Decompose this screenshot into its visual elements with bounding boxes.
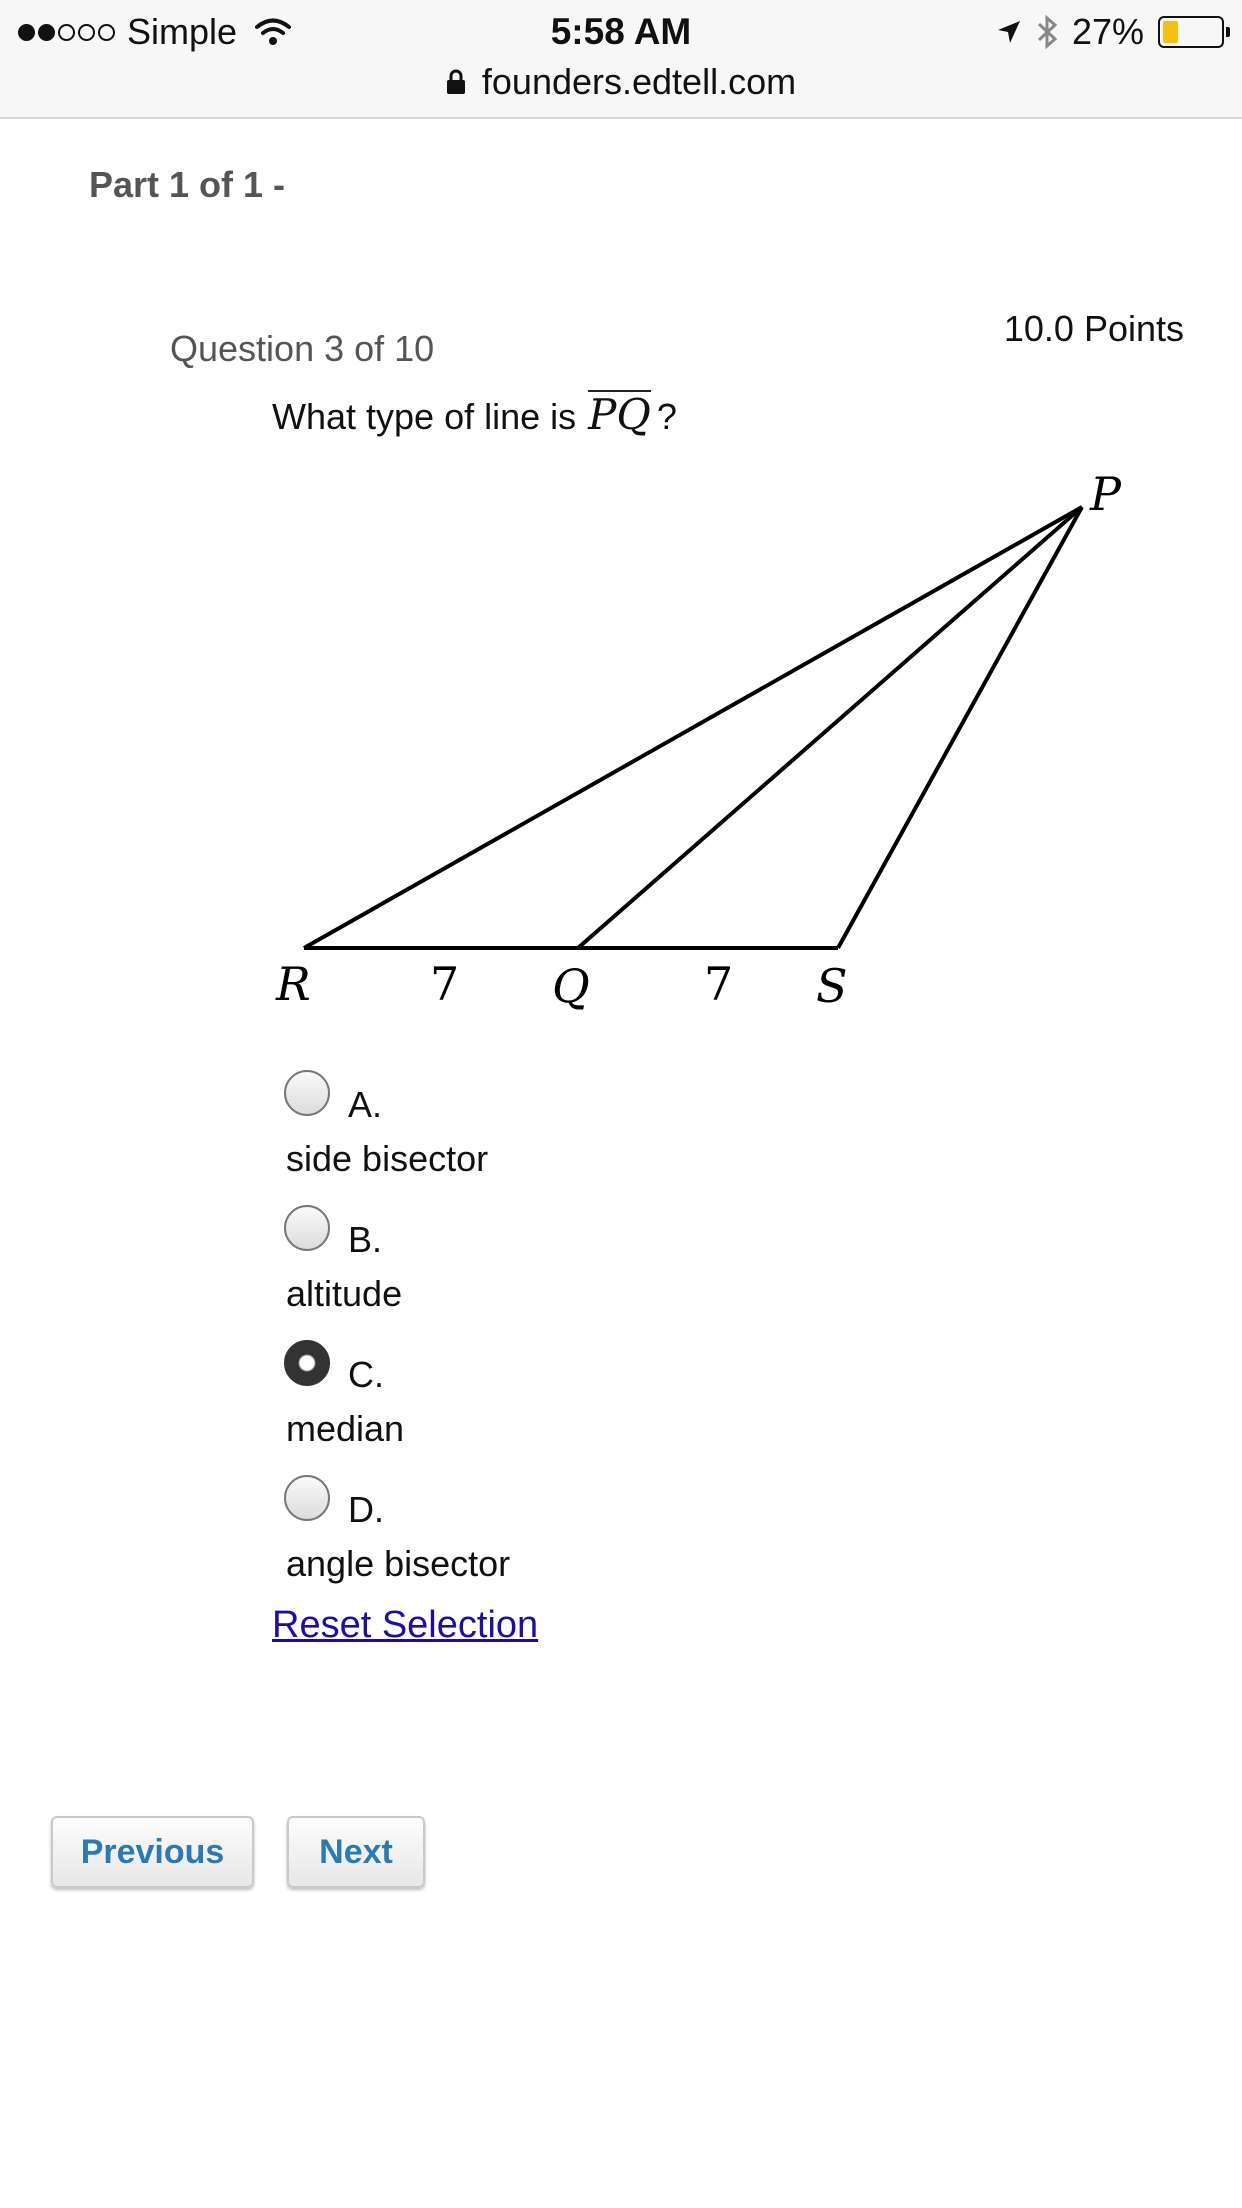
question-number: Question 3 of 10 xyxy=(170,328,435,369)
length-label-rq: 7 xyxy=(430,957,460,1011)
battery-percent: 27% xyxy=(1071,11,1144,52)
vertex-label-r: R xyxy=(276,957,311,1011)
status-time: 5:58 AM xyxy=(550,11,692,52)
choice-letter-a: A. xyxy=(348,1084,383,1125)
question-text xyxy=(272,390,677,438)
url-text[interactable]: founders.edtell.com xyxy=(481,61,797,102)
question-mark: ? xyxy=(656,396,677,437)
segment-qp xyxy=(578,507,1082,948)
length-label-qs: 7 xyxy=(704,957,734,1011)
choice-text-c: median xyxy=(286,1408,405,1449)
vertex-label-q: Q xyxy=(552,959,590,1013)
segment-rp xyxy=(304,507,1082,948)
vertex-label-p: P xyxy=(1090,470,1121,521)
segment-sp xyxy=(838,507,1082,948)
address-bar[interactable] xyxy=(0,58,1242,106)
location-arrow-icon xyxy=(996,19,1022,45)
status-bar xyxy=(0,0,1242,119)
choice-text-d: angle bisector xyxy=(286,1543,511,1584)
radio-button-b[interactable] xyxy=(284,1205,330,1251)
radio-button-a[interactable] xyxy=(284,1070,330,1116)
reset-selection-link[interactable]: Reset Selection xyxy=(272,1604,539,1646)
bluetooth-icon xyxy=(1036,14,1058,50)
question-points: 10.0 Points xyxy=(1003,308,1184,349)
vertex-label-s: S xyxy=(816,959,848,1013)
triangle-diagram xyxy=(260,470,1160,1030)
choice-text-a: side bisector xyxy=(286,1138,489,1179)
choice-letter-d: D. xyxy=(348,1489,384,1530)
choice-letter-b: B. xyxy=(348,1219,383,1260)
radio-button-d[interactable] xyxy=(284,1475,330,1521)
next-button[interactable]: Next xyxy=(287,1816,425,1888)
battery-level xyxy=(1163,21,1178,43)
lock-icon xyxy=(446,69,466,95)
status-right xyxy=(996,10,1224,54)
previous-button[interactable]: Previous xyxy=(51,1816,254,1888)
question-prompt: What type of line is xyxy=(272,396,577,437)
carrier-name: Simple xyxy=(127,11,238,52)
segment-notation: PQ xyxy=(588,390,651,439)
radio-button-c[interactable] xyxy=(284,1340,330,1386)
choice-text-b: altitude xyxy=(286,1273,403,1314)
part-heading: Part 1 of 1 - xyxy=(89,164,286,205)
choice-letter-c: C. xyxy=(348,1354,384,1395)
battery-icon xyxy=(1158,16,1224,48)
